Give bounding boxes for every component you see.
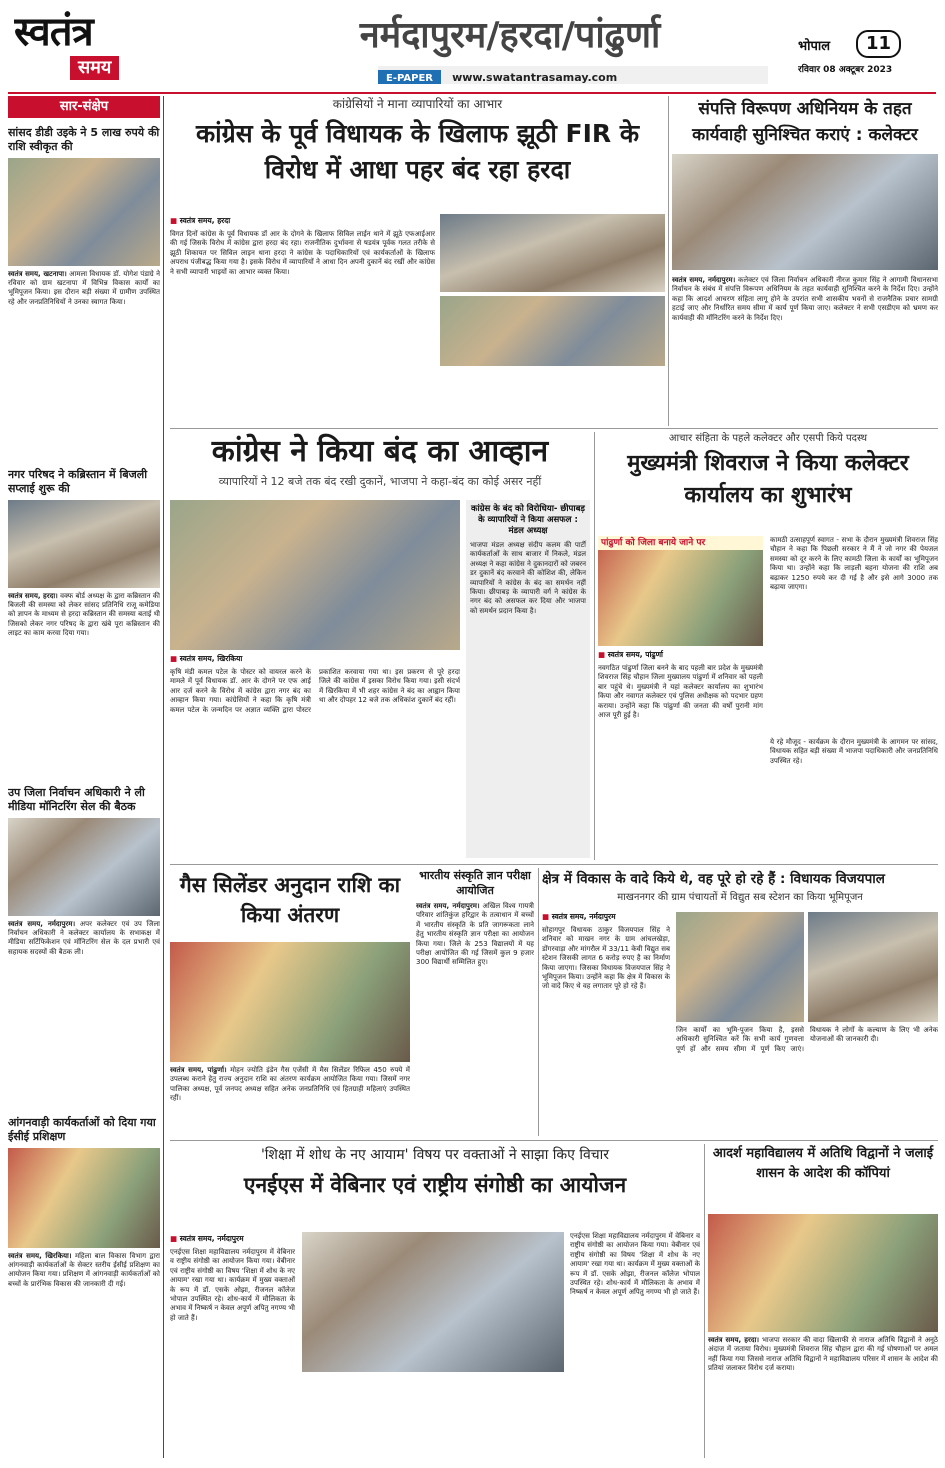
logo-top-text: स्वतंत्र	[14, 10, 93, 55]
edition-title: नर्मदापुरम/हरदा/पांढुर्णा	[359, 15, 661, 56]
story-headline: आदर्श महाविद्यालय में अतिथि विद्वानों ने जलाई शासन के आदेश की कॉपियां	[712, 1146, 934, 1181]
sidebar-item-byline: स्वतंत्र समय, खटनापा।	[8, 270, 67, 278]
story-side-text: ये रहे मौजूद - कार्यक्रम के दौरान मुख्यमंत्री के आगमन पर सांसद, विधायक सहित बड़ी संख्या में भाजपा पदाधिकारी और जनप्रतिनिधि उपस्थित रहे।	[770, 738, 938, 765]
story-headline: कांग्रेस ने किया बंद का आव्हान	[211, 434, 549, 469]
story-kicker: आचार संहिता के पहले कलेक्टर और एसपी किये पदस्थ	[668, 433, 868, 444]
page-info	[798, 30, 918, 85]
sidebar-divider	[163, 96, 164, 1458]
date-label: रविवार 08 अक्टूबर 2023	[798, 65, 893, 75]
sidebar-item-title: उप जिला निर्वाचन अधिकारी ने ली मीडिया मॉनिटरिंग सेल की बैठक	[8, 786, 145, 813]
sidebar-item-photo	[8, 158, 160, 266]
story-body: स्वतंत्र समय, नर्मदापुरम। अखिल विश्व गायत्री परिवार शांतिकुंज हरिद्वार के तत्वाधान में बच्चों में भारतीय संस्कृति के प्रति जागरूकता लाने हेतु भारतीय संस्कृति ज्ञान परीक्षा का आयोजन किया गया। जिले के 253 विद्यालयों में यह परीक्षा आयोजित की गई जिसमें कुल 9 हजार 300 विद्यार्थी सम्मिलित हुए।	[416, 902, 534, 967]
sidebar-item-byline: स्वतंत्र समय, नर्मदापुरम।	[8, 920, 76, 928]
story-body: जिन कार्यों का भूमि-पूजन किया है, इससे अधिकारी सुनिश्चित करें कि सभी कार्य गुणवत्ता पूर्ण हों और समय सीमा में पूर्ण किए जाएं। विधायक ने लोगों के कल्याण के लिए भी अनेक योजनाओं की जानकारी दी।	[676, 1026, 938, 1053]
story-subhead: व्यापारियों ने 12 बजे तक बंद रखी दुकानें, भाजपा ने कहा-बंद का कोई असर नहीं	[218, 475, 542, 488]
story-kicker: 'शिक्षा में शोध के नए आयाम' विषय पर वक्ताओं ने साझा किए विचार	[260, 1147, 610, 1163]
city-label: भोपाल	[798, 39, 831, 54]
story-gas-cylinder	[170, 868, 410, 1136]
website-link[interactable]: www.swatantrasamay.com	[452, 71, 618, 84]
story-kicker: कांग्रेसियों ने माना व्यापारियों का आभार	[332, 97, 503, 111]
sidebar-item-title: आंगनवाड़ी कार्यकर्ताओं को दिया गया ईसीई प्रशिक्षण	[8, 1116, 156, 1143]
sidebar-item-text: स्वतंत्र समय, हरदा। वक्फ बोर्ड अध्यक्ष के द्वारा कब्रिस्तान की बिजली की समस्या को लेकर सांसद प्रतिनिधि राजू कमेडिया को ज्ञापन के माध्यम से हरदा कब्रिस्तान की समस्या बताई थी जिसको लेकर नगर परिषद के द्वारा खंबे पूरा कब्रिस्तान की लाइट का काम करवा दिया गया।	[8, 592, 160, 637]
sidebar-item-text: स्वतंत्र समय, नर्मदापुरम। अपर कलेक्टर एवं उप जिला निर्वाचन अधिकारी ने कलेक्टर कार्यालय के सभाकक्ष में मीडिया सर्टिफिकेशन एवं मॉनिटरिंग सेल के दल प्रभारी एवं सहायक सदस्यों की बैठक ली।	[8, 920, 160, 956]
story-photo	[170, 500, 460, 650]
story-nes-webinar	[170, 1144, 700, 1458]
story-headline: कांग्रेस के पूर्व विधायक के खिलाफ झूठी FIR के विरोध में आधा पहर बंद रहा हरदा	[195, 119, 640, 184]
column-divider	[668, 96, 669, 426]
story-body: नवगठित पांढुर्णा जिला बनने के बाद पहली बार प्रदेश के मुख्यमंत्री शिवराज सिंह चौहान जिला मुख्यालय पांढुर्णा में शनिवार को पहली बार पहुंचे थे। मुख्यमंत्री ने यहां कलेक्टर कार्यालय का शुभारंभ किया और नवागत कलेक्टर एवं पुलिस अधीक्षक को पदभार ग्रहण कराया। उन्होंने कहा कि पांढुर्णा की जनता की वर्षों पुरानी मांग आज पूरी हुई है।	[598, 664, 763, 720]
story-headline: भारतीय संस्कृति ज्ञान परीक्षा आयोजित	[419, 869, 531, 897]
story-byline: स्वतंत्र समय, नर्मदापुरम।	[672, 276, 736, 284]
epaper-bar	[378, 66, 768, 84]
sidebar-item-photo	[8, 500, 160, 588]
sidebar-item-byline: स्वतंत्र समय, हरदा।	[8, 592, 58, 600]
sidebox-text: भाजपा मंडल अध्यक्ष संदीप कलम की पार्टी कार्यकर्ताओं के साथ बाजार में निकले, मंडल अध्यक्ष ने कहा कांग्रेस ने दुकानदारों को जबरन डर दुकानें बंद करवाने की कोशिश की, लेकिन व्यापारियों ने कांग्रेस के बंद का समर्थन नहीं किया। छीपाबड़ के व्यापारी वर्ग ने कांग्रेस के नगर बंद को असफल कर दिया और भाजपा को समर्थन प्रदान किया है।	[470, 541, 586, 615]
story-body: एनईएस शिक्षा महाविद्यालय नर्मदापुरम में वेबिनार व राष्ट्रीय संगोष्ठी का आयोजन किया गया। वेबीनार एवं राष्ट्रीय संगोष्ठी का विषय 'शिक्षा में शोध के नए आयाम' रखा गया था। कार्यक्रम में मुख्य वक्ताओं के रूप में डॉ. एसके ओझा, रीजनल कॉलेज भोपाल उपस्थित रहे। शोध-कार्य में मौलिकता के अभाव में निष्कर्ष न केवल अपूर्ण अपितु नगण्य भी हो जाते हैं।	[170, 1248, 295, 1322]
story-photo	[440, 214, 665, 292]
story-body: सोहागपुर विधायक ठाकुर विजयपाल सिंह ने शनिवार को माखन नगर के ग्राम आंचलखेड़ा, डोंगरवाड़ा और मांगरौल में 33/11 केवी विद्युत सब स्टेशन जिसकी लागत 6 करोड़ रुपए है का निर्माण किया जाएगा। जिसका विधायक विजयपाल सिंह ने भूमिपूजन किया। उन्होंने कहा कि क्षेत्र में विकास के जो वादे किए थे वह लगातार पूरे हो रहे हैं।	[542, 926, 670, 991]
sidebar-item-title: नगर परिषद ने कब्रिस्तान में बिजली सप्लाई शुरू की	[8, 468, 148, 495]
masthead-divider	[8, 92, 936, 94]
story-body: स्वतंत्र समय, नर्मदापुरम। कलेक्टर एवं जिला निर्वाचन अधिकारी नीरज कुमार सिंह ने आगामी विधानसभा निर्वाचन के संबंध में संपत्ति विरूपण अधिनियम के तहत कार्यवाही सुनिश्चित करने के निर्देश दिए। उन्होंने कहा कि आदर्श आचरण संहिता लागू होने के उपरांत सभी शासकीय भवनों से राजनैतिक प्रचार सामग्री हटाई जाए और निर्धारित समय सीमा में कार्य पूर्ण किया जाए। कलेक्टर ने सभी एसडीएम को भ्रमण कर कार्यवाही की मॉनिटरिंग करने के निर्देश दिए।	[672, 276, 938, 322]
sidebar-header: सार-संक्षेप	[8, 96, 160, 118]
story-byline: ■ स्वतंत्र समय, खिरकिया	[170, 654, 243, 663]
story-body: एनईएस शिक्षा महाविद्यालय नर्मदापुरम में वेबिनार व राष्ट्रीय संगोष्ठी का आयोजन किया गया। वेबीनार एवं राष्ट्रीय संगोष्ठी का विषय 'शिक्षा में शोध के नए आयाम' रखा गया था। कार्यक्रम में मुख्य वक्ताओं के रूप में डॉ. एसके ओझा, रीजनल कॉलेज भोपाल उपस्थित रहे। शोध-कार्य में मौलिकता के अभाव में निष्कर्ष न केवल अपूर्ण अपितु नगण्य भी हो जाते हैं।	[570, 1232, 700, 1297]
sidebar-item	[8, 468, 160, 768]
sidebar-item-text: स्वतंत्र समय, खटनापा। आमला विधायक डॉ. योगेश पंडाग्रे ने रविवार को ग्राम खटनापा में विभिन्न विकास कार्यों का भूमिपूजन किया। इस दौरान बड़ी संख्या में ग्रामीण उपस्थित रहे और जनप्रतिनिधियों ने उनका स्वागत किया।	[8, 270, 160, 306]
story-body: स्वतंत्र समय, हरदा। भाजपा सरकार की वादा खिलाफी से नाराज अतिथि विद्वानों ने अनूठे अंदाज में जताया विरोध। मुख्यमंत्री शिवराज सिंह चौहान द्वारा की गई घोषणाओं पर अमल नहीं किया गया जिससे नाराज अतिथि विद्वानों ने महाविद्यालय परिसर में शासन के आदेश की प्रतियां जलाकर विरोध दर्ज कराया।	[708, 1336, 938, 1373]
story-body: कृषि मंडी कमल पटेल के पोस्टर को वायरल करने के मामले में पूर्व विधायक डॉ. आर के दोगने पर एफ आई आर दर्ज करने के विरोध में कांग्रेस द्वारा नगर बंद का आव्हान किया गया। कांग्रेसियों ने कहा कि कृषि मंत्री कमल पटेल के जन्मदिन पर अज्ञात व्यक्ति द्वारा पोस्टर प्रकाशित करवाया गया था। इस प्रकरण से पूरे हरदा जिले की कांग्रेस में इसका विरोध किया गया। इसी संदर्भ में खिरकिया में भी शहर कांग्रेस ने बंद का आह्वान किया था और दोपहर 12 बजे तक अधिकांश दुकानें बंद रहीं।	[170, 668, 460, 714]
story-byline: ■ स्वतंत्र समय, नर्मदापुरम	[542, 912, 616, 921]
sidebar-item-photo	[8, 1148, 160, 1248]
story-atithi-vidwan	[708, 1144, 938, 1458]
story-body: विगत दिनों कांग्रेस के पूर्व विधायक डॉ आर के दोगने के खिलाफ सिविल लाईन थाने में झूठे एफआईआर की गई जिसके विरोध में कांग्रेस द्वारा हरदा बंद रहा। राजनीतिक दुर्भावना से षडयंत्र पूर्वक गलत तरीके से झूठी शिकायत पर सिविल लाइन थाना हरदा ने कांग्रेस के पदाधिकारियों एवं कार्यकर्ताओं के खिलाफ अपराध पंजीबद्ध किया गया है। इसके विरोध में व्यापारियों ने आधा दिन अपनी दुकानें बंद रखीं और कांग्रेस ने सभी व्यापारी भाइयों का आभार व्यक्त किया।	[170, 230, 435, 276]
sidebar-item-title: सांसद डीडी उइके ने 5 लाख रुपये की राशि स्वीकृत की	[8, 126, 160, 153]
story-byline: ■ स्वतंत्र समय, पांढुर्णा	[598, 650, 663, 659]
story-bandh-avhan	[170, 432, 590, 860]
sidebar	[8, 96, 160, 1458]
logo-bottom-text: समय	[70, 56, 119, 80]
sidebar-item-photo	[8, 818, 160, 916]
row-divider	[170, 1140, 938, 1141]
sidebar-item	[8, 126, 160, 456]
story-sampatti	[672, 96, 938, 426]
story-subhead: माखननगर की ग्राम पंचायतों में विद्युत सब स्टेशन का किया भूमिपूजन	[617, 892, 863, 903]
story-body: स्वतंत्र समय, पांढुर्णा। मोहन ज्योति इंडेन गैस एजेंसी में मैस सिलेंडर रिफिल 450 रुपये में उपलब्ध कराने हेतु राज्य अनुदान राशि का अंतरण कार्यक्रम आयोजित किया गया। जिसमें नगर पालिका अध्यक्ष, पूर्व जनपद अध्यक्ष सहित अनेक जनप्रतिनिधि एवं हितग्राही महिलाएं उपस्थित रहीं।	[170, 1066, 410, 1103]
story-byline: स्वतंत्र समय, नर्मदापुरम।	[416, 902, 480, 910]
story-byline: स्वतंत्र समय, पांढुर्णा।	[170, 1066, 227, 1074]
sidebar-item	[8, 1116, 160, 1456]
story-photo	[598, 536, 763, 646]
story-headline: मुख्यमंत्री शिवराज ने किया कलेक्टर कार्यालय का शुभारंभ	[627, 451, 909, 508]
column-divider	[538, 868, 539, 1136]
story-photo	[808, 912, 938, 1022]
story-headline: संपत्ति विरूपण अधिनियम के तहत कार्यवाही सुनिश्चित कराएं : कलेक्टर	[692, 99, 918, 145]
story-cm-shivraj	[598, 432, 938, 860]
row-divider	[170, 428, 938, 429]
epaper-label: E-PAPER	[378, 70, 441, 84]
masthead	[0, 0, 945, 92]
story-photo	[676, 912, 804, 1022]
story-byline: ■ स्वतंत्र समय, नर्मदापुरम	[170, 1234, 244, 1243]
story-side-text: कामठी उत्साहपूर्ण स्वागत - सभा के दौरान मुख्यमंत्री शिवराज सिंह चौहान ने कहा कि पिछली सरकार ने मैं ने जो नगर की पेयजल समस्या को दूर करने के लिए कामठी जिला के कार्यों का भूमिपूजन किया था। उन्होंने कहा कि लाड़ली बहना योजना की राशि अब बढ़ाकर 1250 रुपये कर दी गई है और इसे आगे 3000 तक बढ़ाया जाएगा।	[770, 536, 938, 592]
story-headline: क्षेत्र में विकास के वादे किये थे, वह पूरे हो रहे हैं : विधायक विजयपाल	[542, 871, 885, 887]
sidebox-title: कांग्रेस के बंद को विरोधिया- छीपाबड़ के व्यापारियों ने किया असफल : मंडल अध्यक्ष	[471, 504, 585, 536]
logo	[14, 10, 154, 86]
story-photo	[170, 942, 410, 1062]
story-vijaypal	[542, 868, 938, 1136]
sidebar-item	[8, 786, 160, 1116]
story-byline: स्वतंत्र समय, हरदा।	[708, 1336, 760, 1344]
story-photo	[672, 154, 938, 270]
story-sidebox	[466, 500, 590, 858]
story-photo	[708, 1214, 938, 1332]
story-byline: ■ स्वतंत्र समय, हरदा	[170, 216, 231, 225]
story-headline: एनईएस में वेबिनार एवं राष्ट्रीय संगोष्ठी का आयोजन	[243, 1173, 627, 1197]
story-hardabandh	[170, 96, 665, 426]
story-sanskriti	[416, 868, 534, 1136]
column-divider	[704, 1144, 705, 1458]
column-divider	[594, 432, 595, 860]
story-photo	[302, 1232, 564, 1372]
story-photo	[440, 296, 665, 366]
row-divider	[170, 864, 938, 865]
page-number: 11	[856, 30, 901, 58]
story-headline: गैस सिलेंडर अनुदान राशि का किया अंतरण	[179, 873, 401, 927]
sidebar-item-byline: स्वतंत्र समय, खिरकिया।	[8, 1252, 72, 1260]
sidebar-item-text: स्वतंत्र समय, खिरकिया। महिला बाल विकास विभाग द्वारा आंगनवाड़ी कार्यकर्ताओं के सेक्टर स्तरीय ईसीई प्रशिक्षण का आयोजन किया गया। प्रशिक्षण में आंगनवाड़ी कार्यकर्ताओं को बच्चों के प्रारंभिक विकास की जानकारी दी गई।	[8, 1252, 160, 1288]
photo-banner: पांढुर्णा को जिला बनाये जाने पर	[598, 536, 763, 550]
